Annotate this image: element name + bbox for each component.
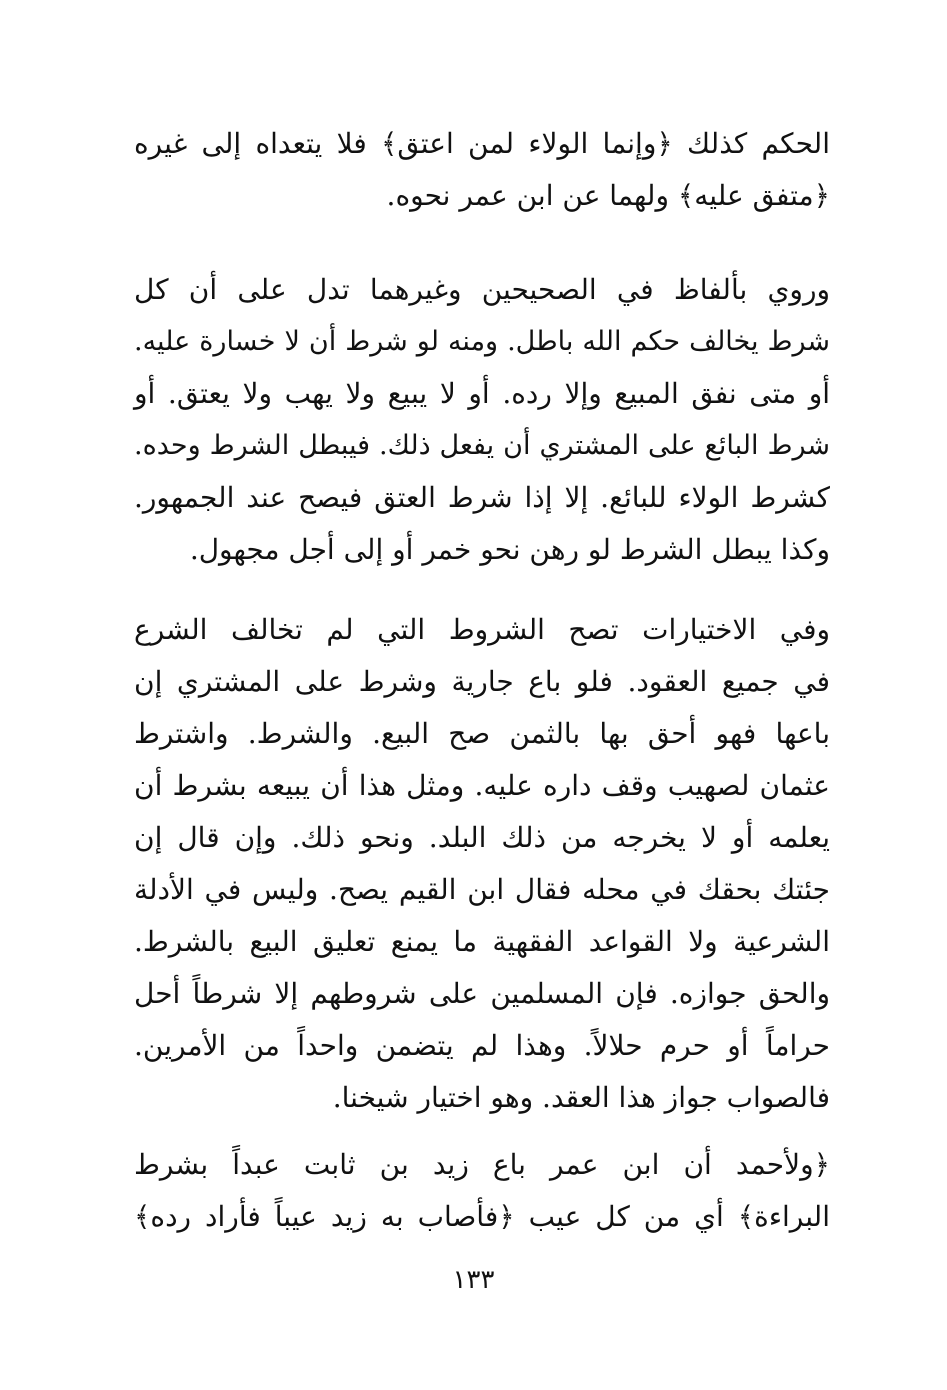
text-line: فالصواب جواز هذا العقد. وهو اختيار شيخنا. [332,1081,830,1114]
text-line: وكذا يبطل الشرط لو رهن نحو خمر أو إلى أجل مجهول. [189,533,830,566]
text-line: الشرعية ولا القواعد الفقهية ما يمنع تعليق البيع بالشرط. [134,925,830,958]
paragraph-1 [134,118,830,222]
paragraph-3 [134,604,830,1124]
text-line: والحق جوازه. فإن المسلمين على شروطهم إلا شرطاً أحل [134,977,830,1010]
text-line: ﴿ولأحمد أن ابن عمر باع زيد بن ثابت عبداً بشرط [134,1148,830,1181]
text-line: وروي بألفاظ في الصحيحين وغيرهما تدل على أن كل [134,273,830,306]
text-line: كشرط الولاء للبائع. إلا إذا شرط العتق فيصح عند الجمهور. [134,481,830,514]
text-line: ﴿متفق عليه﴾ ولهما عن ابن عمر نحوه. [386,179,830,212]
text-line: عثمان لصهيب وقف داره عليه. ومثل هذا أن يبيعه بشرط أن [134,769,830,802]
text-line: البراءة﴾ أي من كل عيب ﴿فأصاب به زيد عيباً فأراد رده﴾ [134,1200,830,1233]
text-line: وفي الاختيارات تصح الشروط التي لم تخالف الشرع [134,613,830,646]
text-line: شرط البائع على المشتري أن يفعل ذلك. فيبطل الشرط وحده. [134,430,830,461]
text-line: حراماً أو حرم حلالاً. وهذا لم يتضمن واحداً من الأمرين. [134,1029,830,1062]
text-line: باعها فهو أحق بها بالثمن صح البيع. والشرط. واشترط [134,717,830,750]
paragraph-2 [134,264,830,576]
page-number: ١٣٣ [452,1265,495,1295]
text-line: الحكم كذلك ﴿وإنما الولاء لمن اعتق﴾ فلا يتعداه إلى غيره [134,127,830,160]
paragraph-4 [134,1139,830,1243]
text-line: أو متى نفق المبيع وإلا رده. أو لا يبيع ولا يهب ولا يعتق. أو [134,377,830,410]
text-line: يعلمه أو لا يخرجه من ذلك البلد. ونحو ذلك. وإن قال إن [134,821,830,854]
text-line: شرط يخالف حكم الله باطل. ومنه لو شرط أن لا خسارة عليه. [134,326,830,357]
text-line: في جميع العقود. فلو باع جارية وشرط على المشتري إن [134,665,830,698]
text-line: جئتك بحقك في محله فقال ابن القيم يصح. وليس في الأدلة [134,873,830,906]
